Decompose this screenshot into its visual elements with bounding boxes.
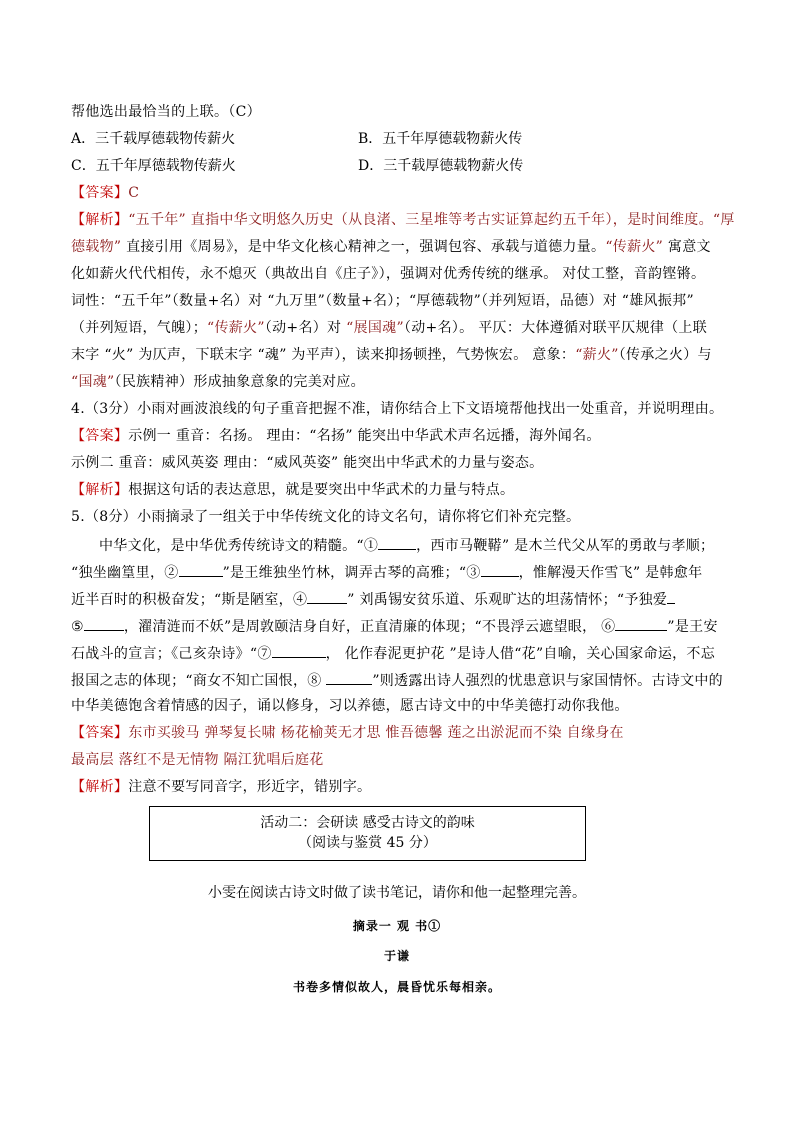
q5-answer [71,724,624,742]
answer-value: C [128,185,140,201]
q5-para-line-3 [71,589,675,609]
analysis-label: 【解析】 [71,779,129,795]
para-text: ， 化作春泥更护花 ”是诗人借“花”自喻，关心国家命运，不忘 [325,646,716,662]
q5-para-line-2 [71,562,702,582]
para-text: 中华文化，是中华优秀传统诗文的精髓。“① [99,538,379,554]
q3-analysis-line-4: 词性：“五千年”（数量+名）对 “九万里”（数量+名）；“厚德载物”（并列短语，品德）对 “雄风振邦” [71,293,694,309]
q5-answer-line-2: 最高层 落红不是无情物 隔江犹唱后庭花 [71,752,324,768]
para-text: ，惟解漫天作雪飞” 是韩愈年 [518,565,703,581]
analysis-text: （民族精神）形成抽象意象的完美对应。 [114,374,365,390]
excerpt-heading: 摘录一 观 书① [352,919,442,933]
analysis-text: “国魂” [71,374,115,390]
analysis-text: 末字 “火” 为仄声，下联末字 “魂” 为平声），读来抑扬顿挫，气势恢宏。 意象： [71,347,576,363]
activity-subtitle: （阅读与鉴赏 45 分） [298,835,437,851]
poem-first-line: 书卷多情似故人，晨昏忧乐每相亲。 [292,980,501,994]
poem-author: 于谦 [383,949,410,963]
blank-2[interactable] [179,562,223,577]
notes-intro: 小雯在阅读古诗文时做了读书笔记，请你和他一起整理完善。 [208,885,586,901]
analysis-text: 德载物” [71,239,122,255]
q3-analysis-line-7 [71,373,365,391]
q3-analysis-line-2 [71,238,711,256]
analysis-label: 【解析】 [71,482,129,498]
analysis-text: “展国魂” [346,320,404,336]
answer-example-1: 示例一 重音：名扬。 理由：“名扬” 能突出中华武术声名远播，海外闻名。 [128,428,601,444]
analysis-text: （并列短语，气魄）； [71,320,207,336]
q4-answer-example-2: 示例二 重音：威风英姿 理由：“威风英姿” 能突出中华武术的力量与姿态。 [71,455,544,471]
q5-para-line-4 [71,616,718,636]
blank-5-start[interactable] [667,589,675,604]
para-text: 报国之志的体现；“商女不知亡国恨，⑧ [71,673,327,689]
para-text: “独坐幽篁里，② [71,565,179,581]
q5-para-line-6 [71,670,723,690]
analysis-text: “薪火” [575,347,619,363]
analysis-label: 【解析】 [71,212,129,228]
blank-1[interactable] [378,535,416,550]
analysis-text: “传薪火” [605,239,664,255]
option-c: C．五千年厚德载物传薪火 [71,158,236,174]
q5-analysis [71,778,371,796]
analysis-text: “厚 [712,212,735,228]
analysis-text: 注意不要写同音字，形近字，错别字。 [128,779,372,795]
para-text: ” 刘禹锡安贫乐道、乐观旷达的坦荡情怀；“予独爱 [347,592,668,608]
q3-analysis-line-5 [71,319,707,337]
answer-label: 【答案】 [71,725,129,741]
option-d: D．三千载厚德载物薪火传 [358,158,524,174]
q5-para-line-5 [71,643,715,663]
para-text: ⑤ [71,619,84,635]
analysis-text: （动+名）对 [264,320,347,336]
q4-answer [71,427,601,445]
q4-question: 4.（3分）小雨对画波浪线的句子重音把握不准，请你结合上下文语境帮他找出一处重音，并说明理由。 [71,401,724,417]
blank-4[interactable] [307,589,347,604]
para-text: ，濯清涟而不妖”是周敦颐洁身自好，正直清廉的体现；“不畏浮云遮望眼， ⑥ [123,619,616,635]
answer-text: 东市买骏马 弹琴复长啸 杨花榆荚无才思 惟吾德馨 莲之出淤泥而不染 自缘身在 [128,725,624,741]
blank-7[interactable] [272,643,326,658]
analysis-text: 根据这句话的表达意思，就是要突出中华武术的力量与特点。 [128,482,515,498]
analysis-text: “传薪火” [207,320,265,336]
para-text: ”是王安 [667,619,718,635]
option-a: A．三千载厚德载物传薪火 [71,131,236,147]
option-b: B．五千年厚德载物薪火传 [358,131,523,147]
q5-para-line-1 [99,535,714,555]
blank-8[interactable] [326,670,372,685]
q3-analysis-line-6 [71,346,712,364]
activity-title: 活动二：会研读 感受古诗文的韵味 [260,815,475,831]
para-text: ”则透露出诗人强烈的忧患意识与家国情怀。古诗文中的 [372,673,723,689]
analysis-text: 直接引用《周易》，是中华文化核心精神之一，强调包容、承载与道德力量。 [121,239,606,255]
q3-analysis-line-3: 化如薪火代代相传，永不熄灭（典故出自《庄子》），强调对优秀传统的继承。 对仗工整，音韵铿锵。 [71,266,706,282]
para-text: 石战斗的宣言；《己亥杂诗》“⑦ [71,646,272,662]
analysis-text: “五千年” 直指中华文明悠久历史（从良渚、三星堆等考古实证算起约五千年），是时间维度。 [128,212,713,228]
blank-6[interactable] [615,616,667,631]
q4-analysis [71,481,514,499]
q3-answer [71,184,139,202]
answer-label: 【答案】 [71,428,129,444]
analysis-text: 寓意文 [663,239,711,255]
q5-para-line-7: 中华美德饱含着情感的因子，诵以修身，习以养德，愿古诗文中的中华美德打动你我他。 [71,698,629,714]
para-text: ，西市马鞭鞯” 是木兰代父从军的勇敢与孝顺； [416,538,715,554]
para-text: 近半百时的积极奋发；“斯是陋室，④ [71,592,308,608]
activity-box [149,806,586,861]
q3-analysis-line-1 [71,211,735,229]
q5-question: 5.（8分）小雨摘录了一组关于中华传统文化的诗文名句，请你将它们补充完整。 [71,509,581,525]
para-text: ”是王维独坐竹林，调弄古琴的高雅；“③ [222,565,481,581]
analysis-text: （动+名）。 平仄：大体遵循对联平仄规律（上联 [403,320,708,336]
blank-3[interactable] [481,562,519,577]
analysis-text: （传承之火）与 [618,347,712,363]
answer-label: 【答案】 [71,185,129,201]
q3-intro: 帮他选出最恰当的上联。（C） [71,104,261,120]
blank-5[interactable] [84,616,124,631]
